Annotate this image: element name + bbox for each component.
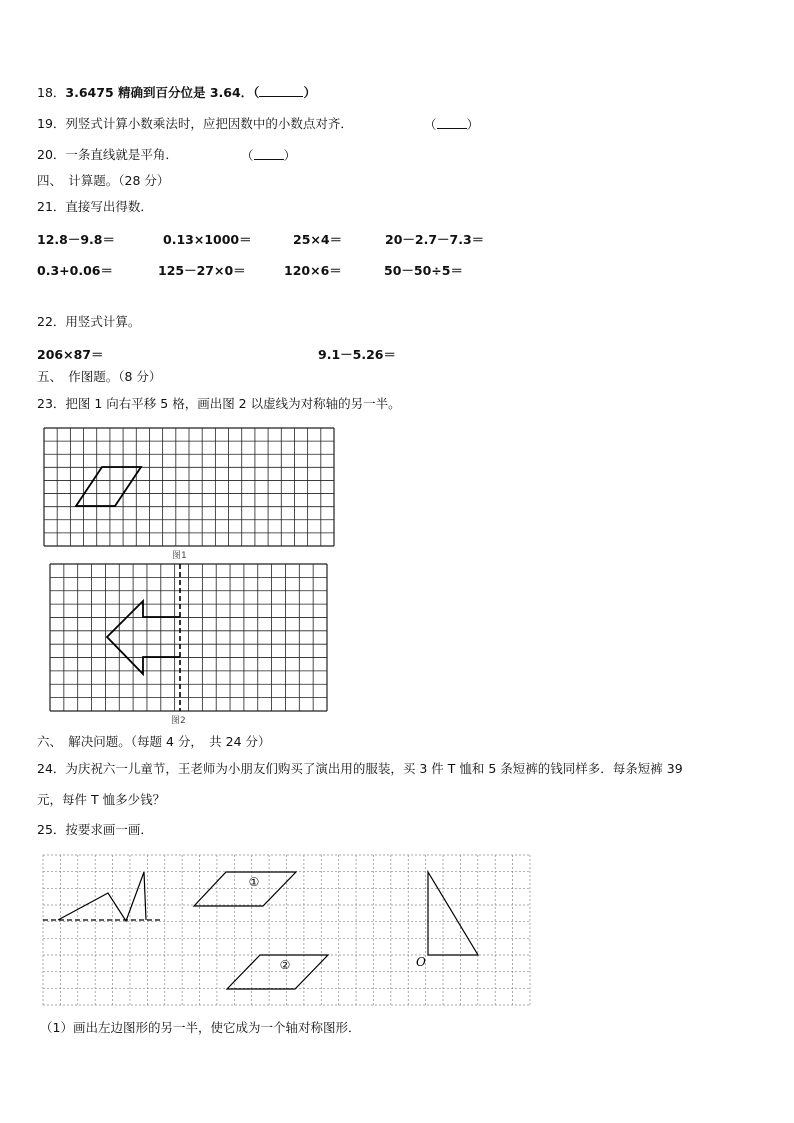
question-19-answer bbox=[424, 116, 479, 133]
question-23: 23．把图 1 向右平移 5 格，画出图 2 以虚线为对称轴的另一半。 bbox=[37, 396, 401, 411]
answer-blank[interactable] bbox=[254, 147, 284, 160]
calc-item: 9.1－5.26＝ bbox=[318, 347, 396, 362]
bracket-open: （ bbox=[424, 117, 437, 132]
question-text: 列竖式计算小数乘法时，应把因数中的小数点对齐． bbox=[65, 116, 353, 131]
figure-1-grid bbox=[44, 428, 334, 546]
origin-label: O bbox=[416, 955, 426, 969]
parallelogram-1-label: ① bbox=[248, 875, 260, 889]
calc-item: 120×6＝ bbox=[284, 263, 342, 278]
calc-item: 0.13×1000＝ bbox=[163, 232, 252, 247]
calc-item: 0.3+0.06＝ bbox=[37, 263, 113, 278]
question-number: 20． bbox=[37, 147, 66, 162]
question-25-sub-1: （1）画出左边图形的另一半，使它成为一个轴对称图形． bbox=[40, 1020, 361, 1035]
question-24-line-2: 元，每件 T 恤多少钱？ bbox=[37, 792, 166, 807]
question-25: 25．按要求画一画． bbox=[37, 822, 153, 837]
question-number: 18． bbox=[37, 85, 66, 100]
calc-item: 25×4＝ bbox=[293, 232, 343, 247]
answer-blank[interactable] bbox=[437, 116, 467, 129]
calc-item: 50－50÷5＝ bbox=[384, 263, 463, 278]
question-20-answer bbox=[241, 147, 296, 164]
half-figure-shape bbox=[58, 872, 146, 921]
calc-item: 125－27×0＝ bbox=[158, 263, 246, 278]
bracket-close: ） bbox=[466, 117, 480, 132]
figure-3-dotted-grid bbox=[43, 855, 530, 1005]
right-triangle-shape bbox=[428, 872, 478, 955]
question-22: 22．用竖式计算。 bbox=[37, 314, 141, 329]
question-21: 21．直接写出得数． bbox=[37, 199, 153, 214]
question-24-line-1: 24．为庆祝六一儿童节，王老师为小朋友们购买了演出用的服装，买 3 件 T 恤和 5 条短裤的钱同样多．每条短裤 39 bbox=[37, 761, 683, 776]
answer-blank[interactable] bbox=[259, 84, 303, 97]
section-heading-4: 四、 计算题。（28 分） bbox=[37, 173, 170, 188]
figure-1-caption: 图1 bbox=[172, 551, 187, 561]
bracket-close: ） bbox=[303, 85, 316, 100]
calc-item: 206×87＝ bbox=[37, 347, 104, 362]
figure-2-grid bbox=[50, 564, 327, 711]
calc-item: 12.8－9.8＝ bbox=[37, 232, 115, 247]
section-heading-6: 六、 解决问题。（每题 4 分， 共 24 分） bbox=[37, 734, 271, 749]
bracket-open: （ bbox=[241, 148, 254, 163]
question-number: 19． bbox=[37, 116, 66, 131]
parallelogram-1 bbox=[194, 872, 296, 906]
question-text: 3.6475 精确到百分位是 3.64．（ bbox=[65, 85, 260, 100]
question-18 bbox=[37, 84, 316, 101]
parallelogram-2-label: ② bbox=[279, 958, 291, 972]
question-19 bbox=[37, 116, 353, 132]
calc-item: 20－2.7－7.3＝ bbox=[385, 232, 485, 247]
section-heading-5: 五、 作图题。（8 分） bbox=[37, 369, 162, 384]
figure-2-caption: 图2 bbox=[171, 716, 186, 726]
parallelogram-shape bbox=[76, 467, 141, 506]
bracket-close: ） bbox=[283, 148, 297, 163]
question-20 bbox=[37, 147, 178, 163]
half-arrow-shape bbox=[107, 601, 180, 674]
question-text: 一条直线就是平角． bbox=[65, 147, 178, 162]
